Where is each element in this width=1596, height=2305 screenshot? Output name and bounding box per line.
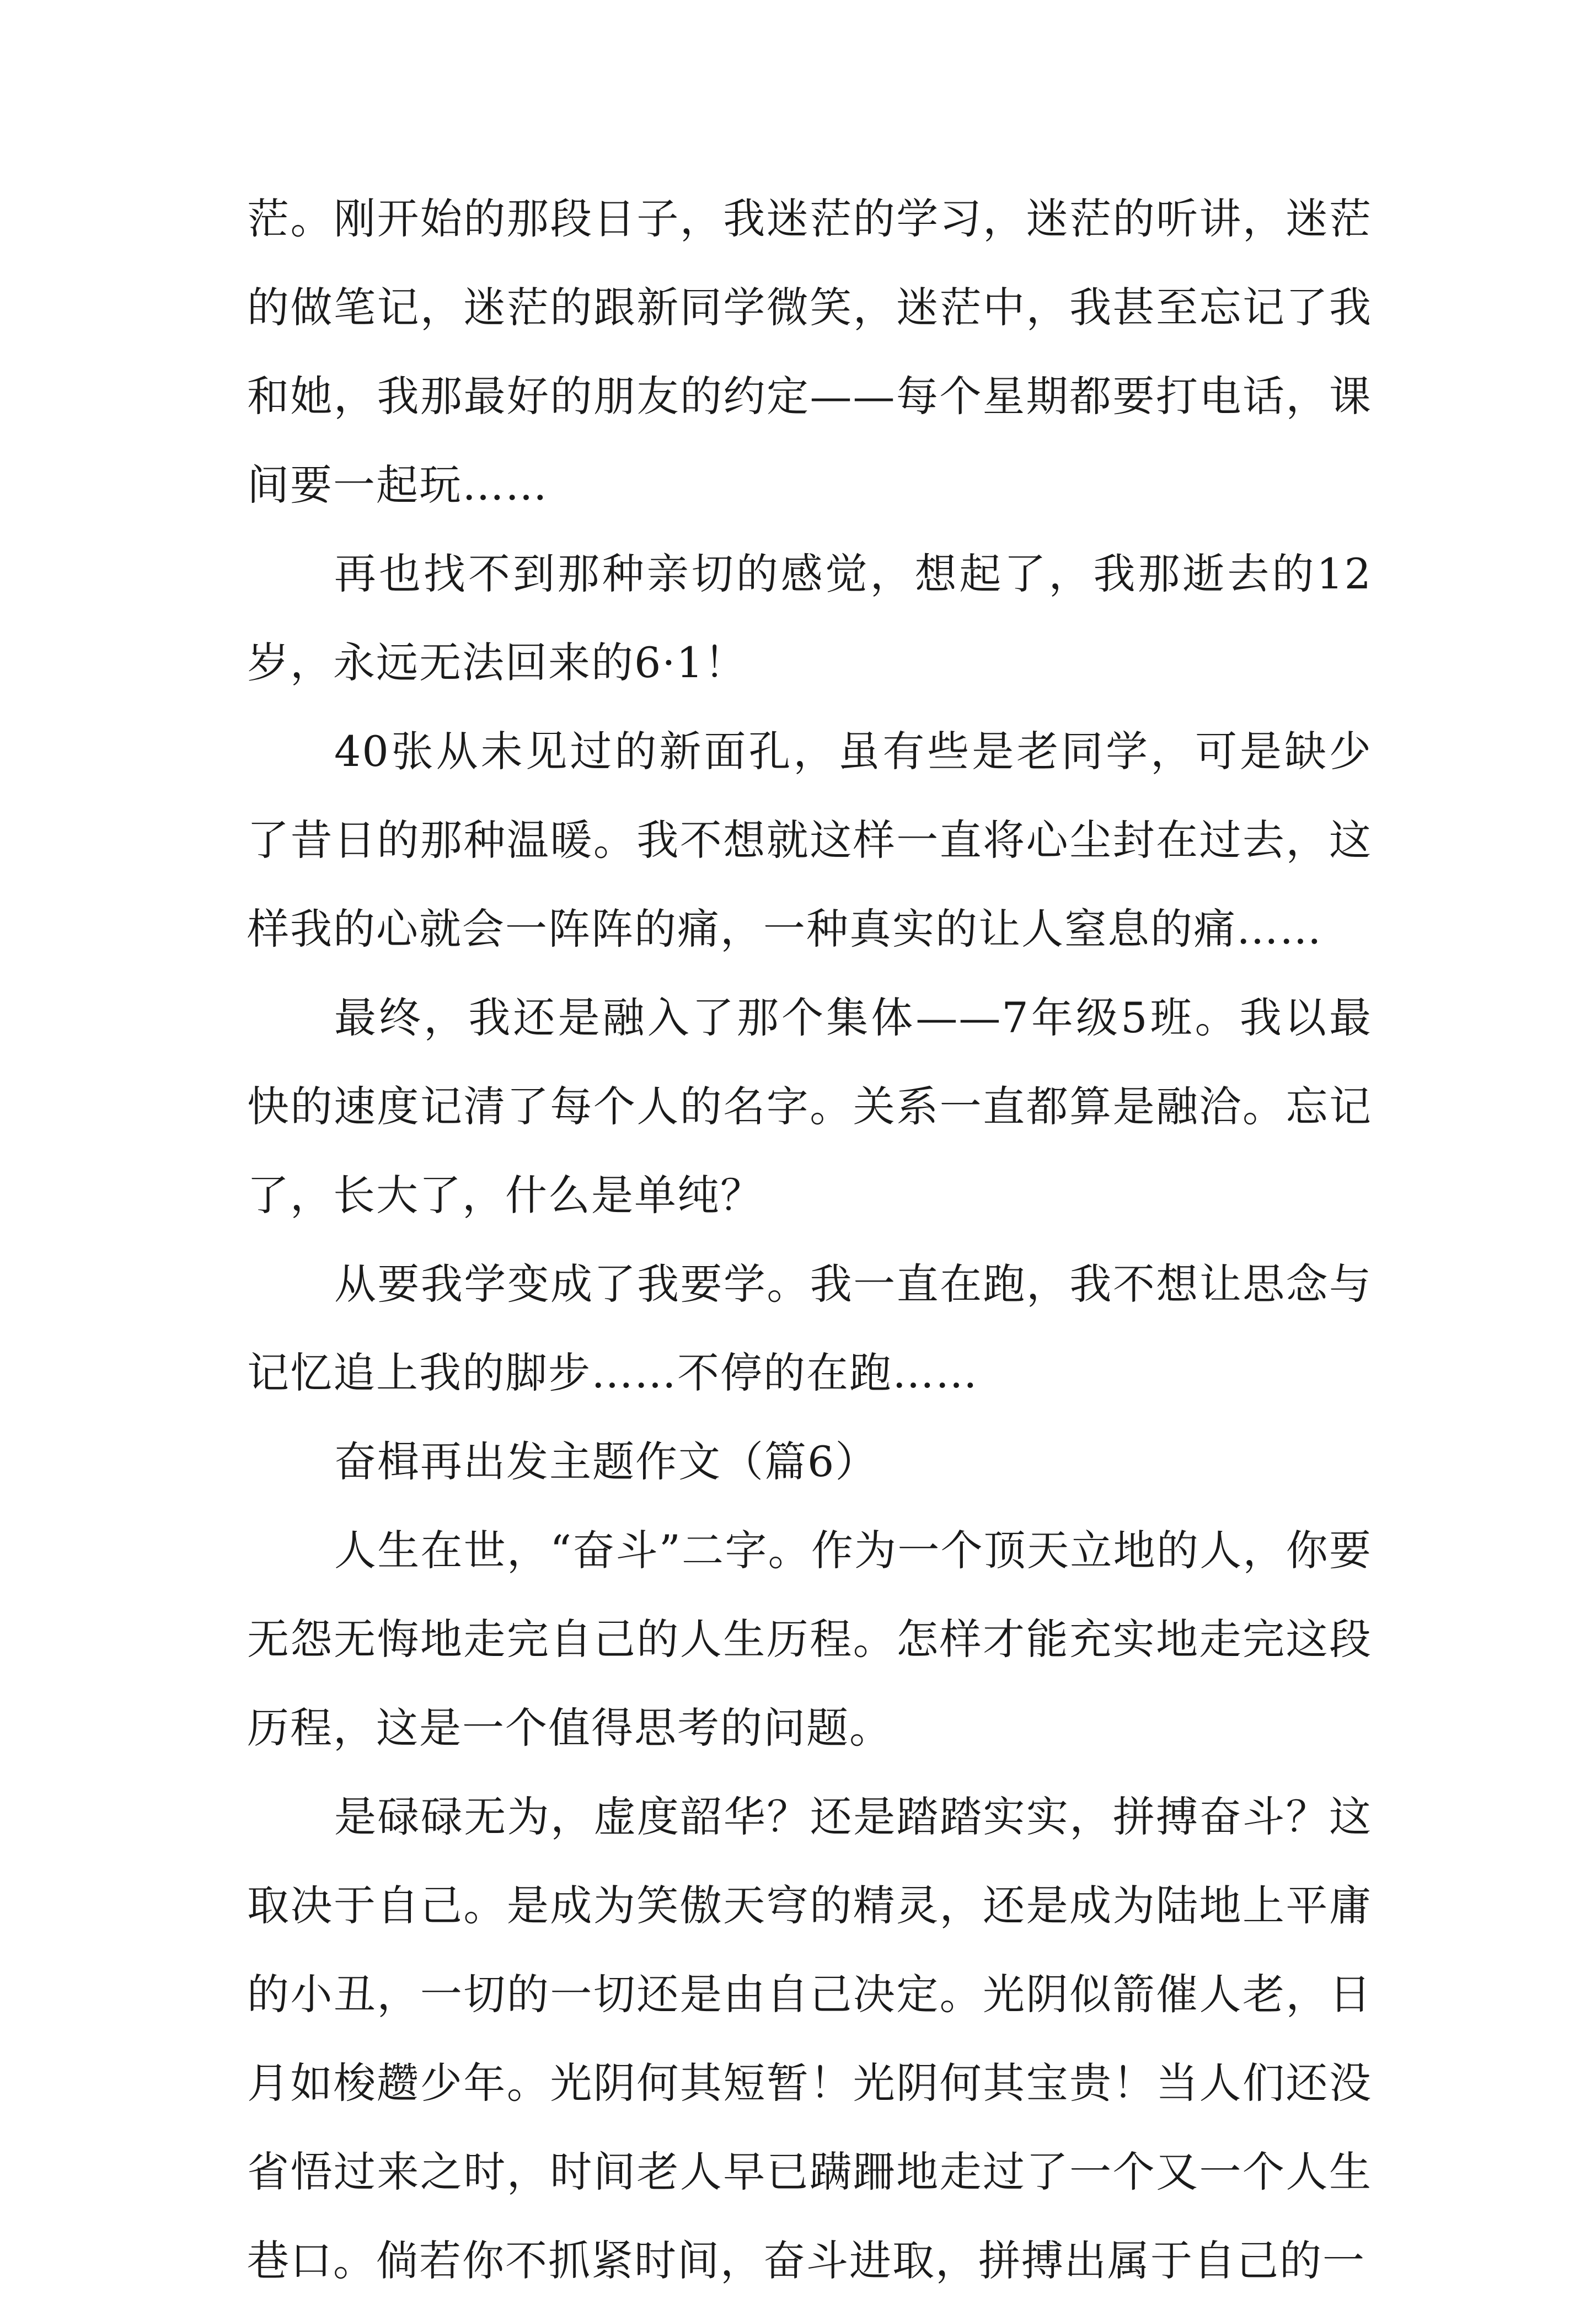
paragraph: 再也找不到那种亲切的感觉，想起了，我那逝去的12岁，永远无法回来的6·1！ <box>247 549 1372 687</box>
paragraph: 40张从未见过的新面孔，虽有些是老同学，可是缺少了昔日的那种温暖。我不想就这样一直将心尘封在过去，这样我的心就会一阵阵的痛，一种真实的让人窒息的痛…… <box>247 727 1372 953</box>
document-body <box>247 174 1372 2305</box>
paragraph: 是碌碌无为，虚度韶华？还是踏踏实实，拼搏奋斗？这取决于自己。是成为笑傲天穹的精灵，还是成为陆地上平庸的小丑，一切的一切还是由自己决定。光阴似箭催人老，日月如梭趱少年。光阴何其短暂！光阴何其宝贵！当人们还没省悟过来之时，时间老人早已蹒跚地走过了一个又一个人生巷口。倘若你不抓紧时间，奋斗进取，拼搏出属于自己的一 <box>247 1792 1372 2285</box>
paragraph: 从要我学变成了我要学。我一直在跑，我不想让思念与记忆追上我的脚步……不停的在跑…… <box>247 1259 1372 1397</box>
paragraph: 最终，我还是融入了那个集体——7年级5班。我以最快的速度记清了每个人的名字。关系一直都算是融洽。忘记了，长大了，什么是单纯？ <box>247 993 1372 1220</box>
section-heading: 奋楫再出发主题作文（篇6） <box>334 1437 879 1486</box>
paragraph: 人生在世，“奋斗”二字。作为一个顶天立地的人，你要无怨无悔地走完自己的人生历程。怎样才能充实地走完这段历程，这是一个值得思考的问题。 <box>247 1526 1372 1752</box>
paragraph-continued: 茫。刚开始的那段日子，我迷茫的学习，迷茫的听讲，迷茫的做笔记，迷茫的跟新同学微笑，迷茫中，我甚至忘记了我和她，我那最好的朋友的约定——每个星期都要打电话，课间要一起玩…… <box>247 194 1372 510</box>
